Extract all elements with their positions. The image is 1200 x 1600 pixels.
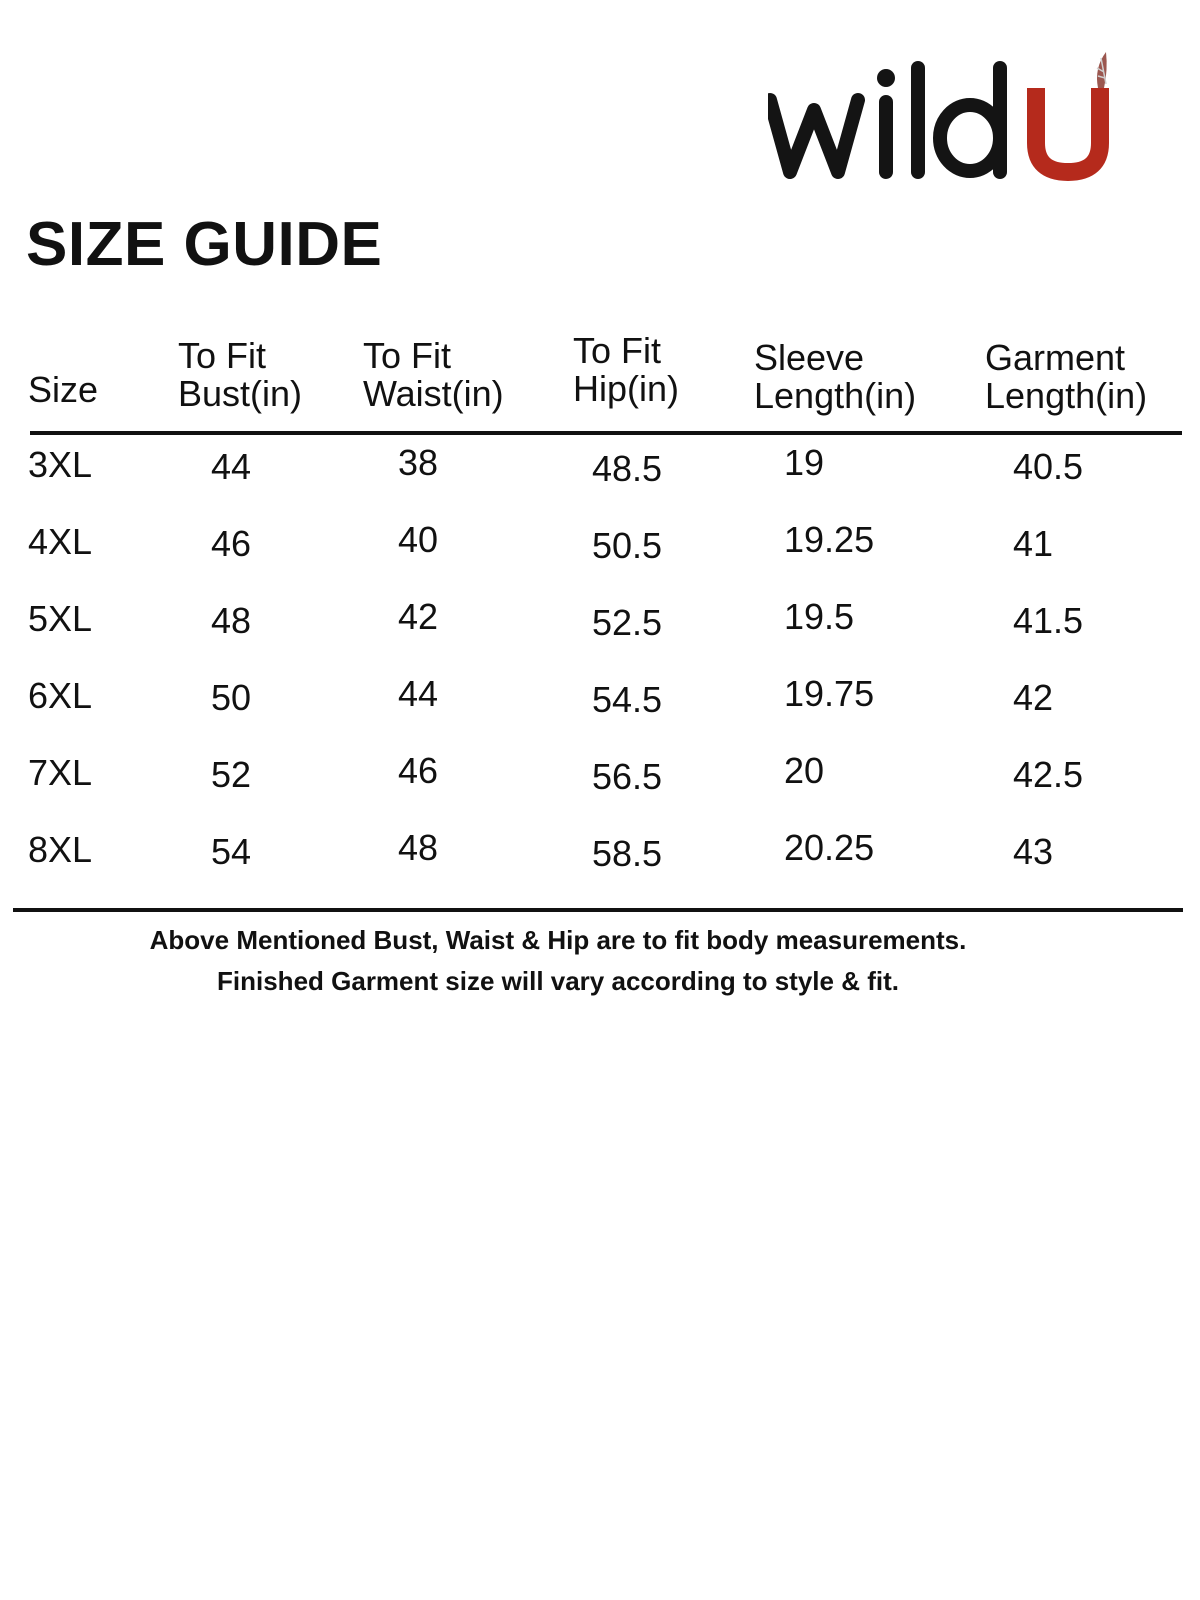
- cell-hip: 58.5: [592, 833, 663, 874]
- cell-bust: 48: [211, 600, 252, 641]
- cell-hip: 50.5: [592, 525, 663, 566]
- cell-hip: 56.5: [592, 756, 663, 797]
- cell-garment-length: 41: [1013, 523, 1054, 564]
- cell-waist: 44: [398, 673, 439, 714]
- cell-hip: 48.5: [592, 448, 663, 489]
- table-bottom-divider: [13, 908, 1183, 912]
- cell-garment-length: 41.5: [1013, 600, 1084, 641]
- cell-waist: 38: [398, 442, 439, 483]
- cell-bust: 54: [211, 831, 252, 872]
- page-title: SIZE GUIDE: [26, 210, 383, 279]
- footnote-measurements: Above Mentioned Bust, Waist & Hip are to fit body measurements.: [149, 925, 967, 955]
- footnote-garment-fit: Finished Garment size will vary according to style & fit.: [217, 966, 899, 996]
- brand-logo: [768, 48, 1128, 188]
- header-bust: To Fit Bust(in): [178, 335, 303, 414]
- cell-sleeve-length: 20: [784, 750, 825, 791]
- cell-size: 5XL: [28, 598, 93, 639]
- cell-sleeve-length: 19.5: [784, 596, 855, 637]
- cell-waist: 42: [398, 596, 439, 637]
- cell-hip: 52.5: [592, 602, 663, 643]
- header-size: Size: [28, 369, 99, 410]
- cell-hip: 54.5: [592, 679, 663, 720]
- table-header-divider: [30, 431, 1182, 435]
- cell-garment-length: 42: [1013, 677, 1054, 718]
- cell-garment-length: 43: [1013, 831, 1054, 872]
- cell-bust: 46: [211, 523, 252, 564]
- cell-bust: 50: [211, 677, 252, 718]
- cell-sleeve-length: 19: [784, 442, 825, 483]
- header-sleeve-length: Sleeve Length(in): [754, 337, 917, 416]
- cell-garment-length: 42.5: [1013, 754, 1084, 795]
- cell-sleeve-length: 19.25: [784, 519, 875, 560]
- cell-sleeve-length: 20.25: [784, 827, 875, 868]
- cell-size: 8XL: [28, 829, 93, 870]
- header-hip: To Fit Hip(in): [573, 330, 680, 409]
- brand-logo-mark: [768, 48, 1128, 188]
- cell-size: 7XL: [28, 752, 93, 793]
- cell-waist: 48: [398, 827, 439, 868]
- header-garment-length: Garment Length(in): [985, 337, 1148, 416]
- cell-sleeve-length: 19.75: [784, 673, 875, 714]
- cell-bust: 52: [211, 754, 252, 795]
- cell-garment-length: 40.5: [1013, 446, 1084, 487]
- cell-size: 3XL: [28, 444, 93, 485]
- cell-waist: 46: [398, 750, 439, 791]
- header-waist: To Fit Waist(in): [363, 335, 504, 414]
- cell-size: 6XL: [28, 675, 93, 716]
- cell-waist: 40: [398, 519, 439, 560]
- cell-bust: 44: [211, 446, 252, 487]
- cell-size: 4XL: [28, 521, 93, 562]
